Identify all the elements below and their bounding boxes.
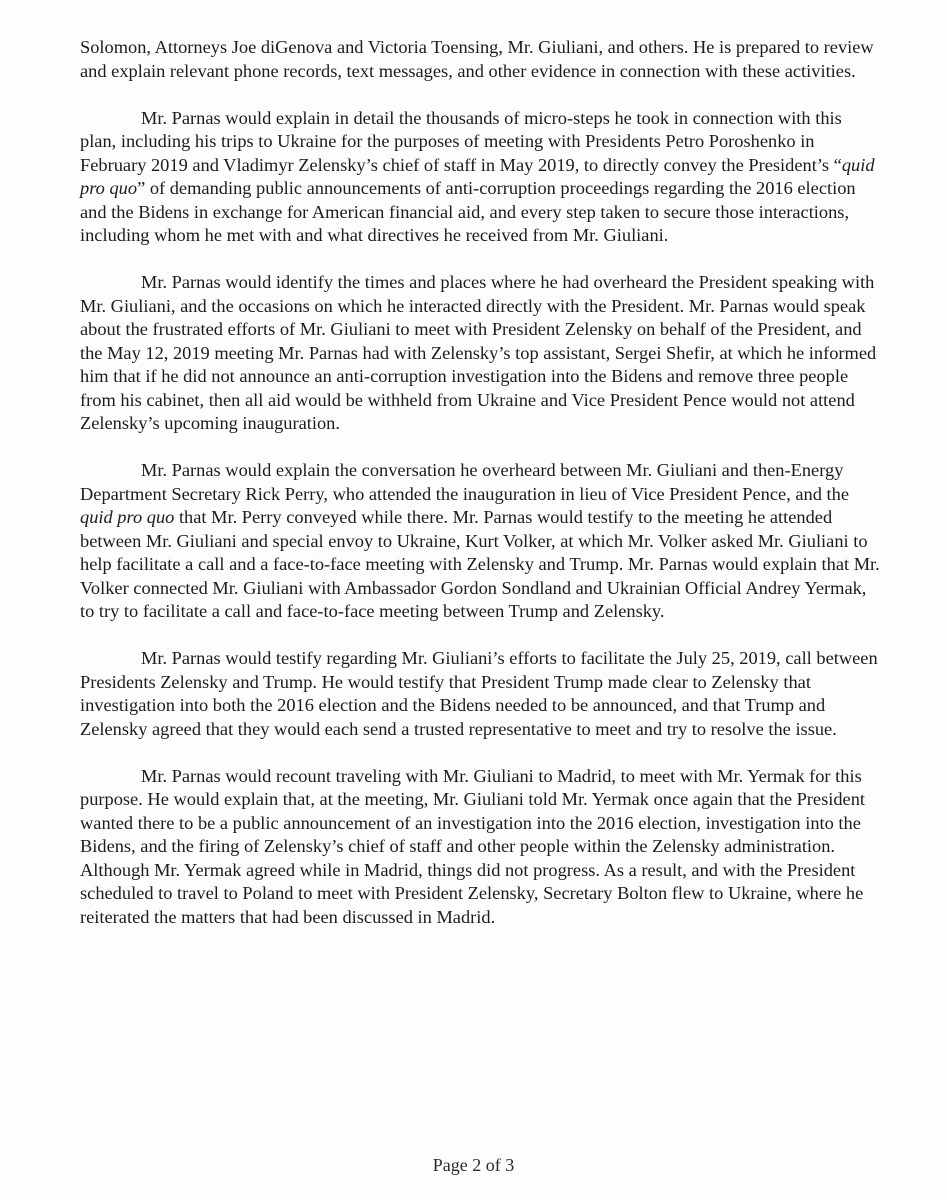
paragraph-text: Mr. Parnas would explain in detail the thousands of micro-steps he took in connection with this plan, including his trips to Ukraine for the purposes of meeting with Presidents Petro Poroshenko in February 2019 and Vladimyr Zelensky’s chief of staff in May 2019, to directly convey the President’s “ — [80, 107, 842, 175]
document-body — [80, 36, 880, 953]
page-number: Page 2 of 3 — [432, 1155, 515, 1175]
paragraph-text: that Mr. Perry conveyed while there. Mr. Parnas would testify to the meeting he attended between Mr. Giuliani and special envoy to Ukraine, Kurt Volker, at which Mr. Volker asked Mr. Giuliani to help facilitate a call and a face-to-face meeting with Zelensky and Trump. Mr. Parnas would explain that Mr. Volker connected Mr. Giuliani with Ambassador Gordon Sondland and Ukrainian Official Andrey Yermak, to try to facilitate a call and face-to-face meeting between Trump and Zelensky. — [80, 507, 880, 621]
paragraph — [80, 36, 880, 83]
paragraph-text: Mr. Parnas would recount traveling with Mr. Giuliani to Madrid, to meet with Mr. Yermak for this purpose. He would explain that, at the meeting, Mr. Giuliani told Mr. Yermak once again that the President wanted there to be a public announcement of an investigation into the 2016 election, investigation into the Bidens, and the firing of Zelensky’s chief of staff and other people within the Zelensky administration. Although Mr. Yermak agreed while in Madrid, things did not progress. As a result, and with the President scheduled to travel to Poland to meet with President Zelensky, Secretary Bolton flew to Ukraine, where he reiterated the matters that had been discussed in Madrid. — [80, 765, 866, 927]
italic-phrase: quid pro quo — [80, 507, 175, 527]
paragraph — [80, 459, 880, 624]
paragraph-text: Mr. Parnas would identify the times and places where he had overheard the President speaking with Mr. Giuliani, and the occasions on which he interacted directly with the President. Mr. Parnas would speak about the frustrated efforts of Mr. Giuliani to meet with President Zelensky on behalf of the President, and the May 12, 2019 meeting Mr. Parnas had with Zelensky’s top assistant, Sergei Shefir, at which he informed him that if he did not announce an anti-corruption investigation into the Bidens and remove three people from his cabinet, then all aid would be withheld from Ukraine and Vice President Pence would not attend Zelensky’s upcoming inauguration. — [80, 272, 877, 433]
paragraph — [80, 107, 880, 248]
paragraph — [80, 765, 880, 930]
paragraph-text: ” of demanding public announcements of anti-corruption proceedings regarding the 2016 election and the Bidens in exchange for American financial aid, and every step taken to secure those interactions, including whom he met with and what directives he received from Mr. Giuliani. — [80, 178, 856, 245]
paragraph — [80, 271, 880, 436]
paragraph-text: Mr. Parnas would testify regarding Mr. Giuliani’s efforts to facilitate the July 25, 2019, call between Presidents Zelensky and Trump. He would testify that President Trump made clear to Zelensky that investigation into both the 2016 election and the Bidens needed to be announced, and that Trump and Zelensky agreed that they would each send a trusted representative to meet and try to resolve the issue. — [80, 648, 878, 739]
paragraph-text: Solomon, Attorneys Joe diGenova and Victoria Toensing, Mr. Giuliani, and others. He is prepared to review and explain relevant phone records, text messages, and other evidence in connection with these activities. — [80, 37, 874, 81]
italic-phrase: quid pro quo — [80, 154, 875, 198]
paragraph — [80, 647, 880, 741]
paragraph-text: Mr. Parnas would explain the conversation he overheard between Mr. Giuliani and then-Energy Department Secretary Rick Perry, who attended the inauguration in lieu of Vice President Pence, and the — [80, 460, 850, 504]
